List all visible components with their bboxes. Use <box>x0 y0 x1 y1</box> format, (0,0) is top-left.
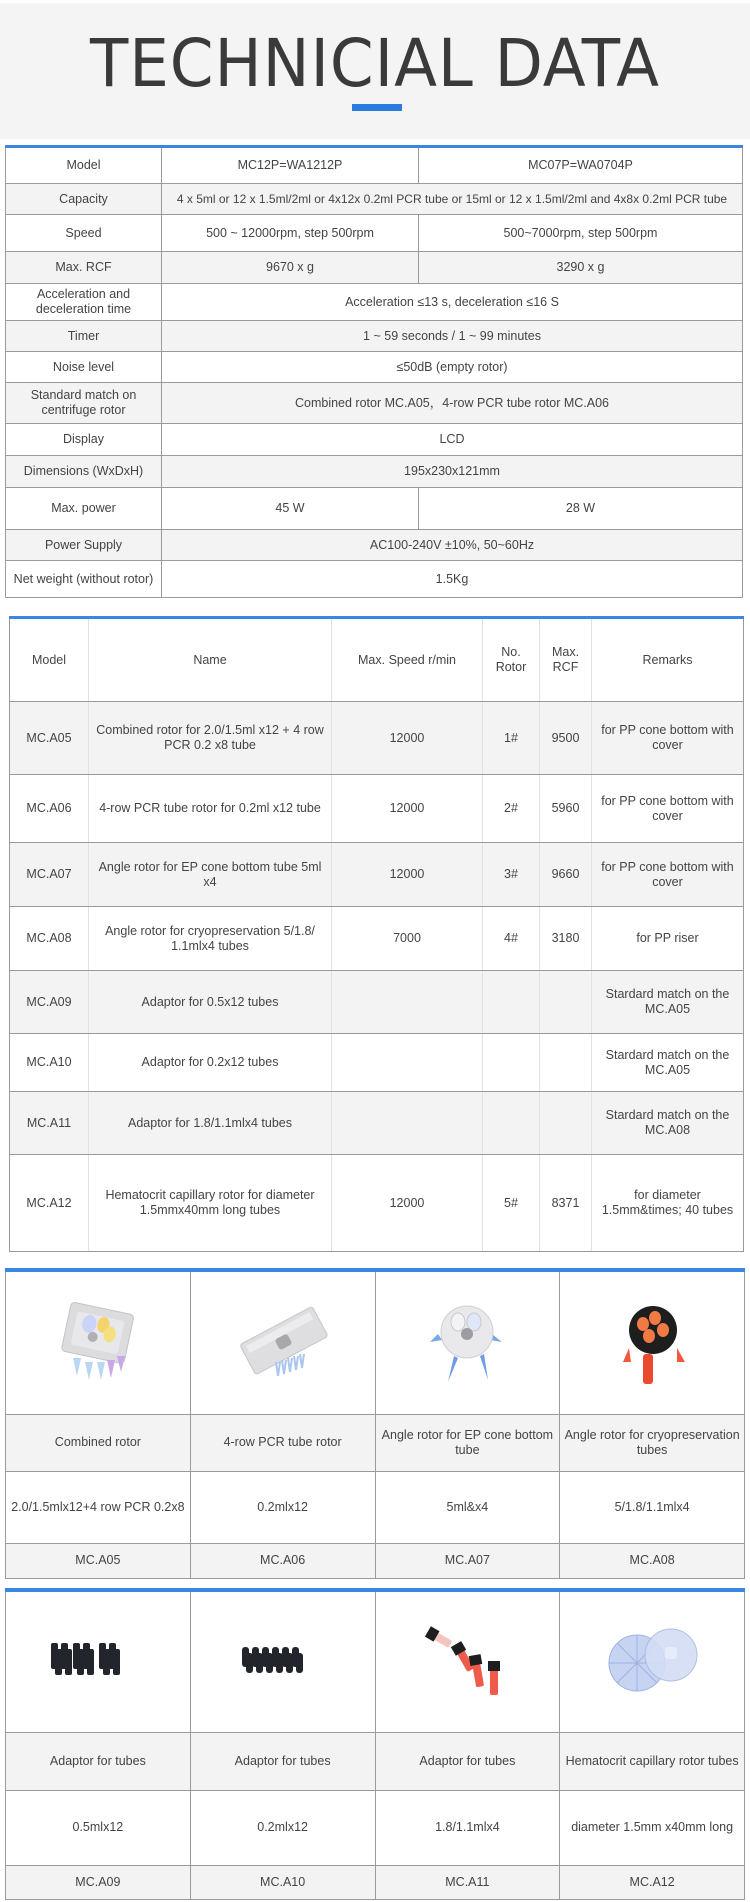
column-header: No. Rotor <box>483 618 540 702</box>
cell-name: Adaptor for 0.2x12 tubes <box>89 1034 332 1092</box>
combined-rotor-image <box>6 1270 191 1414</box>
gallery-item-spec: 5/1.8/1.1mlx4 <box>560 1471 745 1543</box>
cell-speed: 12000 <box>332 843 483 907</box>
spec-key: Power Supply <box>6 530 162 561</box>
spec-value: 1 ~ 59 seconds / 1 ~ 99 minutes <box>162 321 743 352</box>
cell-rotor-no: 3# <box>483 843 540 907</box>
spec-value: 500~7000rpm, step 500rpm <box>419 215 743 252</box>
cell-rcf <box>540 971 592 1034</box>
spec-value: MC07P=WA0704P <box>419 147 743 184</box>
gallery-item-spec: 2.0/1.5mlx12+4 row PCR 0.2x8 <box>6 1471 191 1543</box>
gallery-item-name: Angle rotor for cryopreservation tubes <box>560 1414 745 1471</box>
table-row <box>10 775 744 843</box>
cell-speed: 12000 <box>332 1155 483 1252</box>
angle-rotor-ep-image <box>375 1270 560 1414</box>
cell-rotor-no: 4# <box>483 907 540 971</box>
cell-speed <box>332 971 483 1034</box>
spec-key: Acceleration and deceleration time <box>6 284 162 321</box>
cell-speed: 7000 <box>332 907 483 971</box>
rotor-table <box>9 616 744 1252</box>
cell-rcf: 5960 <box>540 775 592 843</box>
cell-name: Angle rotor for EP cone bottom tube 5ml x4 <box>89 843 332 907</box>
cell-name: 4-row PCR tube rotor for 0.2ml x12 tube <box>89 775 332 843</box>
gallery-item-model: MC.A07 <box>375 1543 560 1578</box>
gallery-item-model: MC.A08 <box>560 1543 745 1578</box>
pcr-tube-rotor-image <box>190 1270 375 1414</box>
rotor-gallery-2 <box>5 1588 745 1900</box>
table-row <box>10 1034 744 1092</box>
page-title: TECHNICIAL DATA <box>89 25 661 102</box>
gallery-item-name: Combined rotor <box>6 1414 191 1471</box>
gallery-item-spec: 1.8/1.1mlx4 <box>375 1790 560 1865</box>
spec-key: Display <box>6 424 162 456</box>
cell-name: Hematocrit capillary rotor for diameter 1.5mmx40mm long tubes <box>89 1155 332 1252</box>
spec-value: Acceleration ≤13 s, deceleration ≤16 S <box>162 284 743 321</box>
cell-rotor-no: 1# <box>483 702 540 775</box>
gallery-item-name: Hematocrit capillary rotor tubes <box>560 1732 745 1790</box>
gallery-item-model: MC.A12 <box>560 1865 745 1899</box>
cell-rotor-no <box>483 971 540 1034</box>
hematocrit-rotor-image <box>560 1590 745 1732</box>
cell-name: Angle rotor for cryopreservation 5/1.8/ 1.1mlx4 tubes <box>89 907 332 971</box>
cell-remarks: Stardard match on the MC.A08 <box>592 1092 744 1155</box>
spec-value: 195x230x121mm <box>162 456 743 488</box>
cell-model: MC.A09 <box>10 971 89 1034</box>
spec-value: 500 ~ 12000rpm, step 500rpm <box>162 215 419 252</box>
spec-value: 28 W <box>419 488 743 530</box>
cell-model: MC.A08 <box>10 907 89 971</box>
spec-value: 3290 x g <box>419 252 743 284</box>
cell-speed: 12000 <box>332 775 483 843</box>
spec-value: LCD <box>162 424 743 456</box>
column-header: Name <box>89 618 332 702</box>
cell-rcf <box>540 1092 592 1155</box>
cell-rcf <box>540 1034 592 1092</box>
cell-rcf: 8371 <box>540 1155 592 1252</box>
cell-name: Adaptor for 1.8/1.1mlx4 tubes <box>89 1092 332 1155</box>
cell-model: MC.A10 <box>10 1034 89 1092</box>
cell-remarks: Stardard match on the MC.A05 <box>592 971 744 1034</box>
cell-remarks: for diameter 1.5mm&times; 40 tubes <box>592 1155 744 1252</box>
cell-model: MC.A07 <box>10 843 89 907</box>
table-row <box>10 1155 744 1252</box>
column-header: Max. RCF <box>540 618 592 702</box>
adaptor-02-image <box>190 1590 375 1732</box>
cell-remarks: Stardard match on the MC.A05 <box>592 1034 744 1092</box>
cell-rotor-no: 2# <box>483 775 540 843</box>
angle-rotor-cryo-image <box>560 1270 745 1414</box>
spec-value: 1.5Kg <box>162 561 743 598</box>
cell-name: Adaptor for 0.5x12 tubes <box>89 971 332 1034</box>
cell-speed <box>332 1034 483 1092</box>
cell-rotor-no <box>483 1092 540 1155</box>
cell-remarks: for PP cone bottom with cover <box>592 702 744 775</box>
gallery-item-name: Angle rotor for EP cone bottom tube <box>375 1414 560 1471</box>
spec-key: Max. RCF <box>6 252 162 284</box>
table-row <box>10 907 744 971</box>
cell-rotor-no <box>483 1034 540 1092</box>
gallery-item-name: Adaptor for tubes <box>190 1732 375 1790</box>
column-header: Remarks <box>592 618 744 702</box>
adaptor-18-image <box>375 1590 560 1732</box>
gallery-item-model: MC.A06 <box>190 1543 375 1578</box>
spec-table <box>5 145 743 598</box>
cell-remarks: for PP riser <box>592 907 744 971</box>
spec-value: ≤50dB (empty rotor) <box>162 352 743 383</box>
adaptor-05-image <box>6 1590 191 1732</box>
cell-model: MC.A06 <box>10 775 89 843</box>
column-header: Model <box>10 618 89 702</box>
cell-model: MC.A11 <box>10 1092 89 1155</box>
spec-value: MC12P=WA1212P <box>162 147 419 184</box>
spec-value: Combined rotor MC.A05，4-row PCR tube rotor MC.A06 <box>162 383 743 424</box>
cell-model: MC.A12 <box>10 1155 89 1252</box>
spec-value: AC100-240V ±10%, 50~60Hz <box>162 530 743 561</box>
cell-remarks: for PP cone bottom with cover <box>592 843 744 907</box>
spec-value: 45 W <box>162 488 419 530</box>
cell-rcf: 9660 <box>540 843 592 907</box>
spec-key: Net weight (without rotor) <box>6 561 162 598</box>
spec-key: Timer <box>6 321 162 352</box>
spec-value: 4 x 5ml or 12 x 1.5ml/2ml or 4x12x 0.2ml PCR tube or 15ml or 12 x 1.5ml/2ml and 4x8x 0.2ml PCR tube <box>162 184 743 215</box>
gallery-item-name: 4-row PCR tube rotor <box>190 1414 375 1471</box>
cell-rotor-no: 5# <box>483 1155 540 1252</box>
gallery-item-spec: 0.5mlx12 <box>6 1790 191 1865</box>
spec-key: Speed <box>6 215 162 252</box>
cell-remarks: for PP cone bottom with cover <box>592 775 744 843</box>
table-row <box>10 702 744 775</box>
gallery-item-name: Adaptor for tubes <box>375 1732 560 1790</box>
gallery-item-model: MC.A09 <box>6 1865 191 1899</box>
spec-key: Dimensions (WxDxH) <box>6 456 162 488</box>
cell-speed <box>332 1092 483 1155</box>
gallery-item-spec: 5ml&x4 <box>375 1471 560 1543</box>
cell-rcf: 9500 <box>540 702 592 775</box>
table-row <box>10 843 744 907</box>
table-row <box>10 1092 744 1155</box>
gallery-item-model: MC.A10 <box>190 1865 375 1899</box>
rotor-gallery-1 <box>5 1268 745 1579</box>
cell-speed: 12000 <box>332 702 483 775</box>
spec-value: 9670 x g <box>162 252 419 284</box>
gallery-item-spec: diameter 1.5mm x40mm long <box>560 1790 745 1865</box>
gallery-item-name: Adaptor for tubes <box>6 1732 191 1790</box>
gallery-item-spec: 0.2mlx12 <box>190 1471 375 1543</box>
gallery-item-model: MC.A11 <box>375 1865 560 1899</box>
table-row <box>10 971 744 1034</box>
column-header: Max. Speed r/min <box>332 618 483 702</box>
spec-key: Max. power <box>6 488 162 530</box>
gallery-item-model: MC.A05 <box>6 1543 191 1578</box>
spec-key: Standard match on centrifuge rotor <box>6 383 162 424</box>
cell-rcf: 3180 <box>540 907 592 971</box>
cell-model: MC.A05 <box>10 702 89 775</box>
spec-key: Noise level <box>6 352 162 383</box>
cell-name: Combined rotor for 2.0/1.5ml x12 + 4 row PCR 0.2 x8 tube <box>89 702 332 775</box>
gallery-item-spec: 0.2mlx12 <box>190 1790 375 1865</box>
title-accent-bar <box>352 104 402 111</box>
page-header <box>0 3 750 139</box>
spec-key: Capacity <box>6 184 162 215</box>
spec-key: Model <box>6 147 162 184</box>
